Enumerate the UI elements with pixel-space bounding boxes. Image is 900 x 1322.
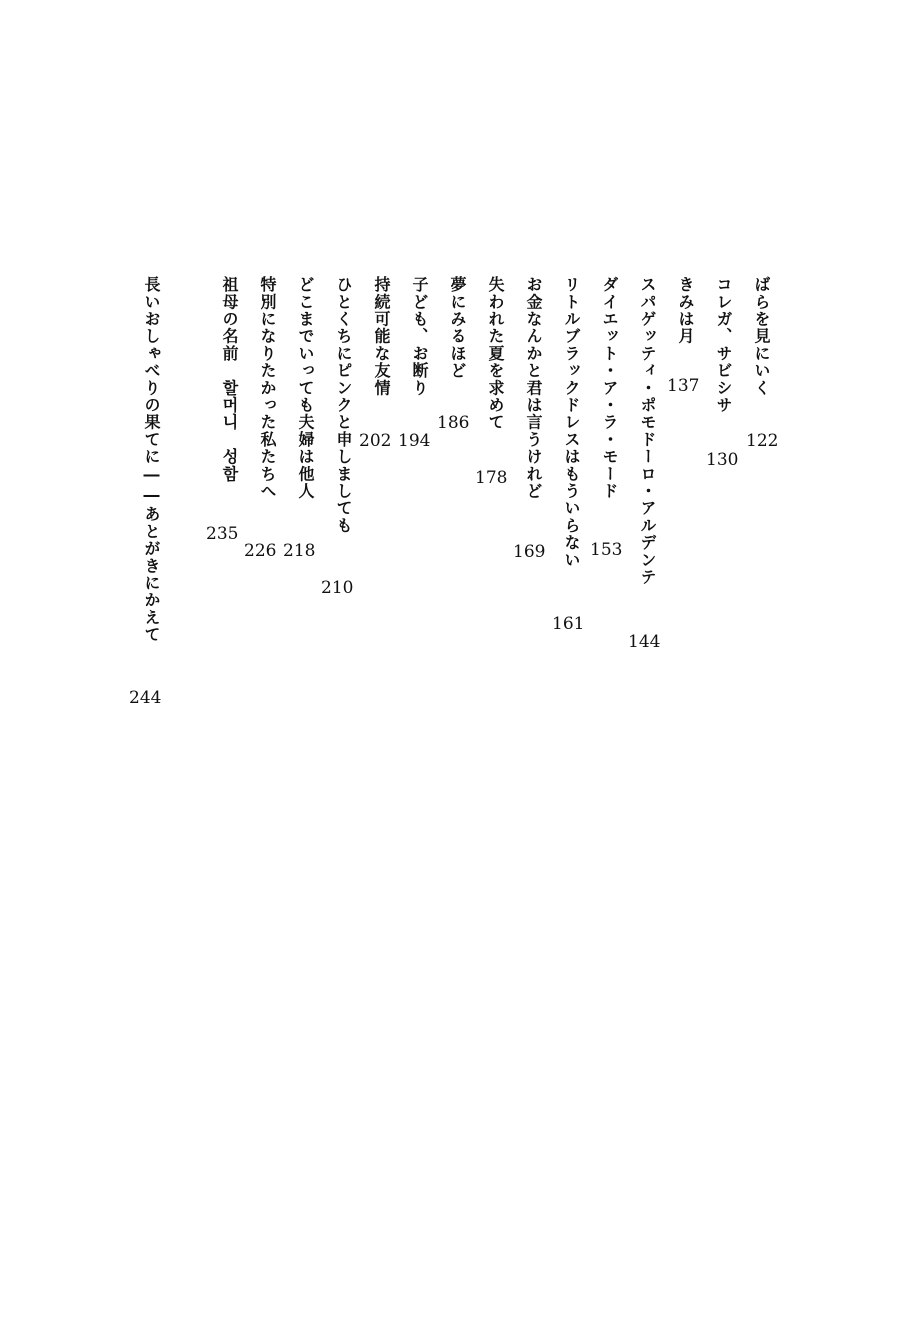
toc-entry-title: 持続可能な友情: [372, 276, 391, 397]
toc-entry-page: 235: [206, 524, 239, 544]
toc-entry-title: ダイエット・ア・ラ・モード: [600, 276, 619, 500]
toc-entry-page: 161: [552, 614, 585, 634]
toc-entry-title: コレガ、サビシサ: [714, 276, 733, 414]
toc-entry-title: 子ども、お断り: [410, 276, 429, 397]
toc-entry: [244, 276, 282, 716]
toc-entry-title: 祖母の名前 할머니 성함: [220, 276, 239, 483]
toc-entry-page: 178: [475, 468, 508, 488]
toc-entry-page: 244: [129, 688, 162, 708]
toc-entry-title: 長いおしゃべりの果てに――あとがきにかえて: [142, 276, 161, 644]
toc-entry: [708, 276, 738, 716]
toc-entry-page: 210: [321, 578, 354, 598]
toc-entry: [206, 276, 244, 716]
toc-entry-title: どこまでいっても夫婦は他人: [296, 276, 315, 500]
toc-entry: [513, 276, 548, 716]
toc-entry-page: 202: [359, 431, 392, 451]
toc-entry-title: ばらを見にいく: [752, 276, 771, 397]
toc-entry-title: 特別になりたかった私たちへ: [258, 276, 277, 500]
toc-entry-title: 夢にみるほど: [448, 276, 467, 380]
toc-entry-title: きみは月: [676, 276, 695, 345]
toc-entry: [437, 276, 472, 716]
toc-entry-title: スパゲッティ・ポモドーロ・アルデンテ: [638, 276, 657, 586]
toc-entry-title: 失われた夏を求めて: [486, 276, 505, 431]
toc-entry: [359, 276, 396, 716]
toc-entry-title: リトルブラックドレスはもういらない: [562, 276, 581, 569]
toc-entry-page: 226: [244, 541, 277, 561]
toc-entry-page: 169: [513, 542, 546, 562]
toc-entry: [590, 276, 624, 716]
toc-entry: [283, 276, 320, 716]
toc-entry: [746, 276, 779, 716]
toc-entry-page: 153: [590, 540, 623, 560]
toc-entry-page: 144: [628, 632, 661, 652]
toc-entry: [667, 276, 700, 716]
toc-entry-page: 137: [667, 376, 700, 396]
toc-entry: [321, 276, 358, 716]
toc-entry-title: ひとくちにピンクと申しましても: [334, 276, 353, 534]
toc-entry-page: 122: [746, 431, 779, 451]
toc-entry-page: 218: [283, 541, 316, 561]
toc-entry-page: 194: [398, 431, 431, 451]
toc-entry-page: 186: [437, 413, 470, 433]
toc-entry: [475, 276, 510, 716]
toc-entry-title: お金なんかと君は言うけれど: [524, 276, 543, 500]
toc-entry-page: 130: [706, 450, 739, 470]
toc-entry: [129, 276, 166, 716]
toc-entry: [628, 276, 662, 716]
toc-entry: [552, 276, 586, 716]
toc-entry: [398, 276, 434, 716]
